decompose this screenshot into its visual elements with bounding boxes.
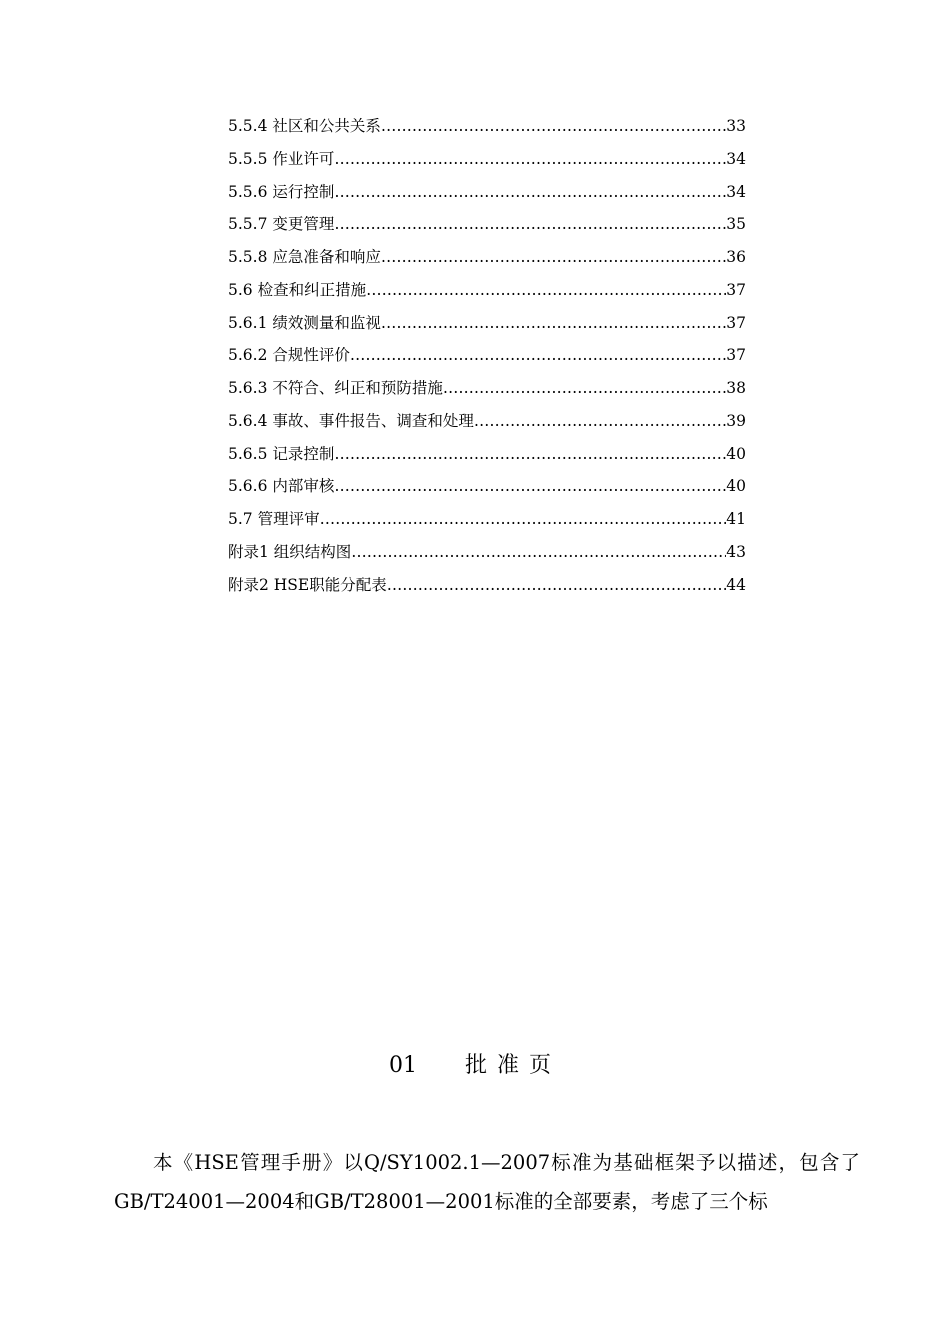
toc-entry-page: 34 <box>726 149 746 168</box>
toc-entry-title: 5.6 检查和纠正措施 <box>228 280 367 299</box>
toc-entry[interactable] <box>228 442 746 475</box>
toc-entry[interactable] <box>228 474 746 507</box>
toc-entry-page: 41 <box>726 510 746 528</box>
toc-entry-page: 35 <box>726 215 746 234</box>
toc-entry[interactable] <box>228 245 746 278</box>
toc-entry-title: 5.5.8 应急准备和响应 <box>228 248 381 266</box>
toc-entry-page: 44 <box>726 575 746 594</box>
toc-leader-dots <box>366 281 726 299</box>
toc-leader-dots <box>334 183 726 201</box>
toc-entry-title: 5.6.4 事故、事件报告、调查和处理 <box>228 411 474 430</box>
toc-entry[interactable] <box>228 376 746 409</box>
toc-entry-page: 43 <box>726 542 746 561</box>
toc-entry-page: 40 <box>726 444 746 463</box>
toc-entry-title: 5.6.1 绩效测量和监视 <box>228 313 381 332</box>
toc-entry-title: 5.6.3 不符合、纠正和预防措施 <box>228 379 443 397</box>
section-number: 01 <box>388 1053 417 1078</box>
toc-entry-page: 36 <box>726 248 746 266</box>
toc-leader-dots <box>443 379 726 397</box>
toc-entry[interactable] <box>228 540 746 573</box>
toc-entry[interactable] <box>228 278 746 311</box>
body-paragraph: 本《HSE管理手册》以Q/SY1002.1—2007标准为基础框架予以描述，包含了GB/T24001—2004和GB/T28001—2001标准的全部要素，考虑了三个标 <box>114 1150 860 1213</box>
toc-entry-title: 5.5.6 运行控制 <box>228 182 335 201</box>
toc-entry[interactable] <box>228 573 746 606</box>
toc-entry-title: 附录1 组织结构图 <box>228 542 352 561</box>
toc-entry[interactable] <box>228 343 746 376</box>
toc-leader-dots <box>381 314 726 332</box>
toc-leader-dots <box>350 346 726 364</box>
toc-leader-dots <box>320 510 727 528</box>
toc-entry-title: 5.5.5 作业许可 <box>228 149 335 168</box>
toc-entry-title: 5.7 管理评审 <box>228 510 320 528</box>
toc-leader-dots <box>381 248 726 266</box>
table-of-contents <box>228 114 746 605</box>
toc-leader-dots <box>381 117 726 135</box>
toc-entry[interactable] <box>228 507 746 540</box>
toc-entry-title: 5.5.4 社区和公共关系 <box>228 117 381 135</box>
section-title: 批准页 <box>464 1053 561 1078</box>
toc-entry[interactable] <box>228 212 746 245</box>
toc-entry-page: 40 <box>726 477 746 496</box>
toc-leader-dots <box>334 150 726 168</box>
toc-entry[interactable] <box>228 147 746 180</box>
toc-entry[interactable] <box>228 311 746 344</box>
toc-entry-page: 37 <box>726 313 746 332</box>
toc-entry[interactable] <box>228 180 746 213</box>
toc-entry-page: 38 <box>726 379 746 397</box>
toc-entry[interactable] <box>228 409 746 442</box>
toc-entry-title: 5.5.7 变更管理 <box>228 215 335 234</box>
toc-leader-dots <box>474 412 726 430</box>
toc-leader-dots <box>334 477 726 495</box>
toc-entry-page: 39 <box>726 411 746 430</box>
toc-leader-dots <box>387 576 727 594</box>
toc-entry-page: 34 <box>726 182 746 201</box>
toc-entry-title: 5.6.2 合规性评价 <box>228 346 350 365</box>
toc-entry-page: 37 <box>726 280 746 299</box>
toc-entry-title: 5.6.5 记录控制 <box>228 444 335 463</box>
toc-entry-page: 37 <box>726 346 746 365</box>
section-heading <box>0 1048 950 1079</box>
toc-leader-dots <box>334 445 726 463</box>
toc-entry-page: 33 <box>726 117 746 135</box>
toc-entry-title: 5.6.6 内部审核 <box>228 477 335 496</box>
toc-entry-title: 附录2 HSE职能分配表 <box>228 575 387 594</box>
toc-leader-dots <box>334 215 726 233</box>
toc-leader-dots <box>351 543 726 561</box>
toc-entry[interactable] <box>228 114 746 147</box>
